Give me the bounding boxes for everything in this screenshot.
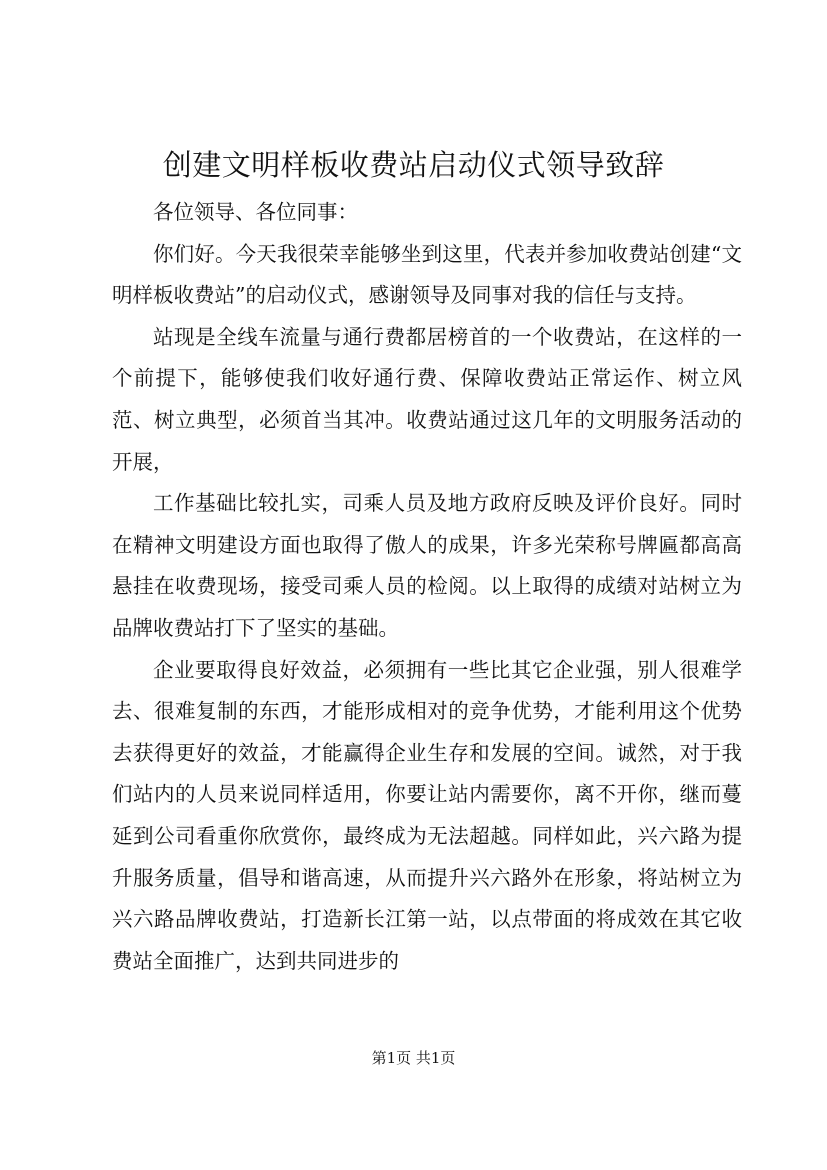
body-paragraph: 工作基础比较扎实，司乘人员及地方政府反映及评价良好。同时在精神文明建设方面也取得了傲人的成果，许多光荣称号牌匾都高高悬挂在收费现场，接受司乘人员的检阅。以上取得的成绩对站树立为品牌收费站打下了坚实的基础。 xyxy=(112,491,742,640)
salutation-paragraph: 各位领导、各位同事： xyxy=(153,200,358,224)
page-number-footer: 第1页 共1页 xyxy=(371,1049,456,1067)
body-paragraph: 站现是全线车流量与通行费都居榜首的一个收费站，在这样的一个前提下，能够使我们收好通行费、保障收费站正常运作、树立风范、树立典型，必须首当其冲。收费站通过这几年的文明服务活动的开展， xyxy=(112,324,742,474)
body-paragraph: 你们好。今天我很荣幸能够坐到这里，代表并参加收费站创建“文明样板收费站”的启动仪式，感谢领导及同事对我的信任与支持。 xyxy=(112,241,742,308)
document-body xyxy=(112,192,742,982)
document-title: 创建文明样板收费站启动仪式领导致辞 xyxy=(162,148,665,182)
body-paragraph: 企业要取得良好效益，必须拥有一些比其它企业强，别人很难学去、很难复制的东西，才能形成相对的竞争优势，才能利用这个优势去获得更好的效益，才能赢得企业生存和发展的空间。诚然，对于我们站内的人员来说同样适用，你要让站内需要你，离不开你，继而蔓延到公司看重你欣赏你，最终成为无法超越。同样如此，兴六路为提升服务质量，倡导和谐高速，从而提升兴六路外在形象，将站树立为兴六路品牌收费站，打造新长江第一站，以点带面的将成效在其它收费站全面推广，达到共同进步的 xyxy=(112,657,742,973)
